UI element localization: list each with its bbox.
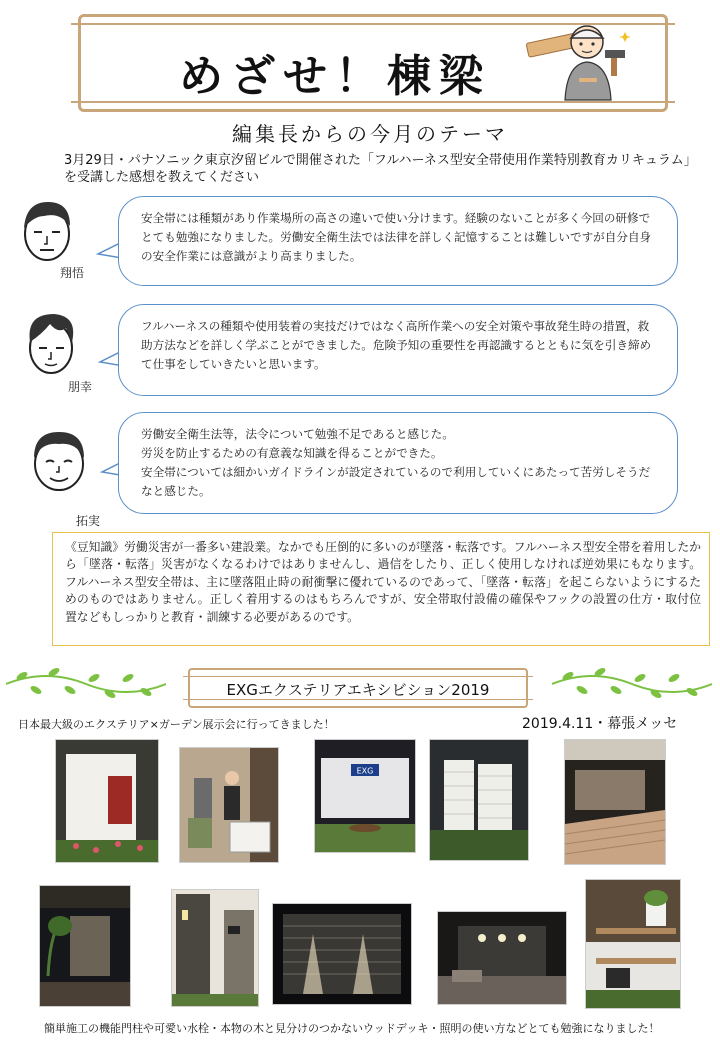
photo-gate-pillar [56,740,158,862]
comment-line: 労働安全衛生法等，法令について勉強不足であると感じた。 [141,427,454,441]
face-illustration-2 [14,306,88,380]
face-illustration-1 [10,194,84,268]
theme-question: 3月29日・パナソニック東京汐留ビルで開催された「フルハーネス型安全帯使用作業特別教育カリキュラム」を受講した感想を教えてください [64,153,697,185]
photo-exg-booth [315,740,415,852]
page-title: めざせ！棟梁 [179,51,491,102]
commenter-name-2: 朋幸 [68,380,93,394]
photo-lit-wall [273,904,411,1004]
comment-bubble-2: フルハーネスの種類や使用装着の実技だけではなく高所作業への安全対策や事故発生時の措置，救助方法などを詳しく学ぶことができました。危険予知の重要性を再認識するとともに気を引き締めて仕事をしていきたいと思います。 [118,304,678,396]
comment-bubble-3 [118,412,678,514]
vine-decoration-right [552,664,712,704]
vine-decoration-left [6,664,166,704]
photo-faucet-display [180,748,278,862]
exhibition-subtitle: 日本最大級のエクステリア×ガーデン展示会に行ってきました！ [18,718,335,731]
exhibition-date: 2019.4.11・幕張メッセ [522,716,678,732]
theme-heading: 編集長からの今月のテーマ [232,122,508,146]
commenter-name-3: 拓実 [76,514,101,528]
photo-night-garden [40,886,130,1006]
comment-line: 安全帯については細かいガイドラインが設定されているので利用していくにあたって苦労しそうだなと感じた。 [141,465,651,498]
photo-caption: 簡単施工の機能門柱や可愛い水栓・本物の木と見分けのつかないウッドデッキ・照明の使い方などとても勉強になりました！ [44,1022,660,1035]
exhibition-title: EXGエクステリアエキシビション2019 [226,681,490,699]
trivia-box: 《豆知識》労働災害が一番多い建設業。なかでも圧倒的に多いのが墜落・転落です。フルハーネス型安全帯を着用したから「墜落・転落」災害がなくなるわけではありませんし、過信をしたり、正しく使用しなければ逆効果にもなります。フルハーネス型安全帯は、主に墜落阻止時の耐衝撃に優れているのであって、「墜落・転落」を起こらないようにするためのものではありません。正しく着用するのはもちろんですが、安全帯取付設備の確保やフックの設置の仕方・取付位置などもしっかりと教育・訓練する必要があるのです。 [52,532,710,646]
photo-fence-panels [430,740,528,860]
carpenter-illustration [525,20,635,104]
face-illustration-3 [22,422,96,496]
booth-sign: EXG [356,766,374,776]
photo-exterior-lighting [438,912,566,1004]
photo-wood-shelf [586,880,680,1008]
comment-line: 労災を防止するための有意義な知識を得ることができた。 [141,446,443,460]
comment-bubble-1: 安全帯には種類があり作業場所の高さの違いで使い分けます。経験のないことが多く今回の研修でとても勉強になりました。労働安全衛生法では法律を詳しく記憶することは難しいですが自分自身の安全作業には意識がより高まりました。 [118,196,678,286]
commenter-name-1: 翔悟 [60,266,85,280]
photo-gate-pillar-light [172,890,258,1006]
photo-wood-deck [565,740,665,864]
